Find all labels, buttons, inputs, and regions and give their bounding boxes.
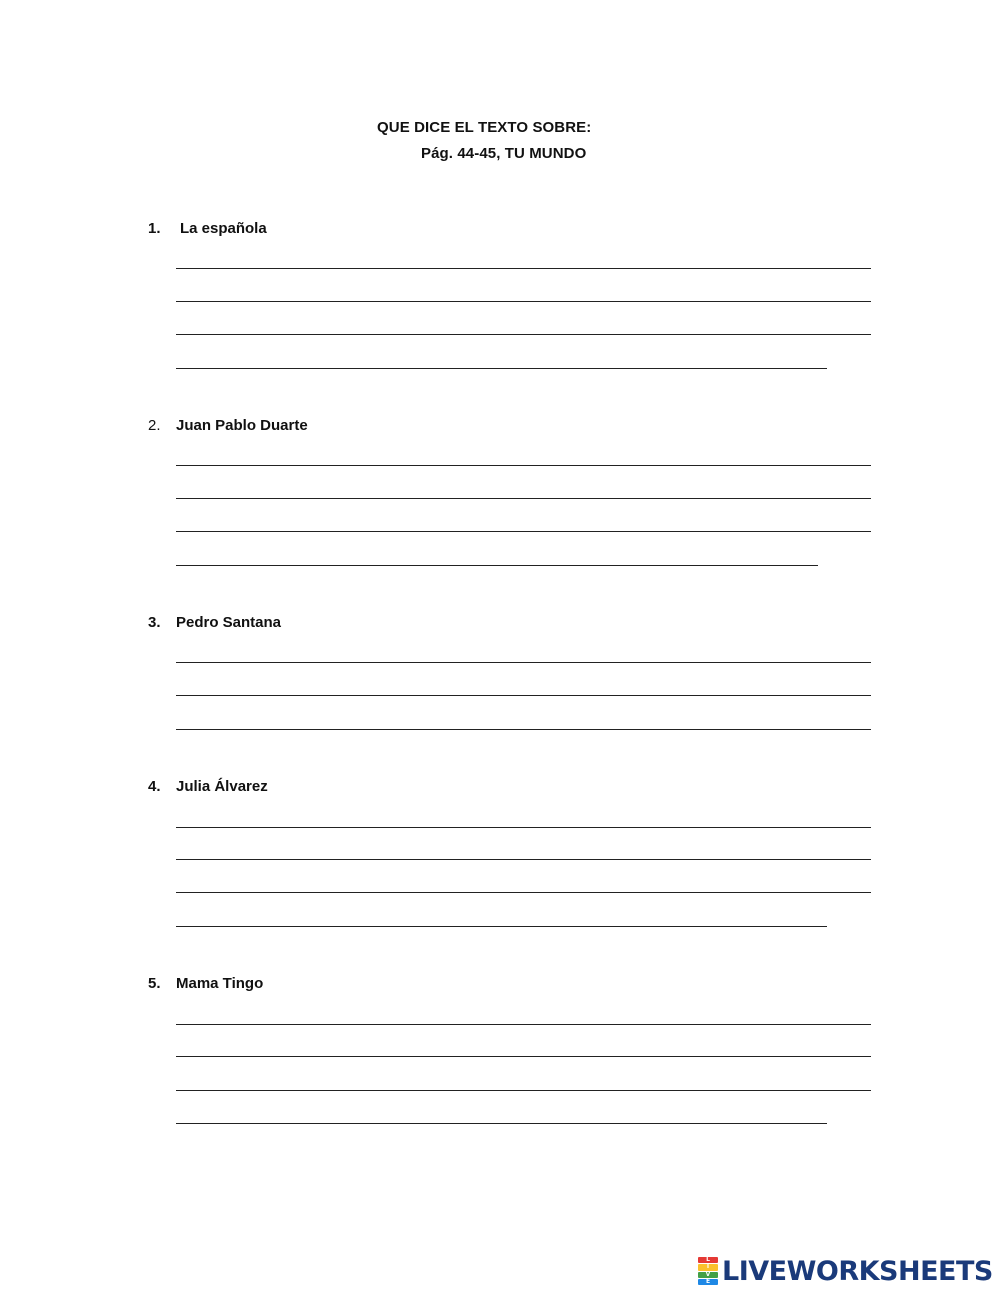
question-number: 2.	[148, 417, 161, 434]
answer-line[interactable]	[176, 531, 871, 532]
answer-line[interactable]	[176, 465, 871, 466]
logo-mark-letter: V	[698, 1272, 718, 1278]
question-heading	[148, 220, 267, 237]
answer-line[interactable]	[176, 892, 871, 893]
answer-line[interactable]	[176, 368, 827, 369]
question-label: Pedro Santana	[176, 614, 282, 631]
question-label: Julia Álvarez	[176, 778, 268, 795]
worksheet-title: QUE DICE EL TEXTO SOBRE:	[377, 119, 592, 136]
answer-line[interactable]	[176, 859, 871, 860]
liveworksheets-logo-icon	[698, 1257, 718, 1285]
question-number: 5.	[148, 975, 161, 992]
answer-line[interactable]	[176, 1090, 871, 1091]
question-heading	[148, 975, 263, 992]
question-label: Juan Pablo Duarte	[176, 417, 308, 434]
answer-line[interactable]	[176, 334, 871, 335]
answer-line[interactable]	[176, 729, 871, 730]
question-label: Mama Tingo	[176, 975, 264, 992]
question-number: 3.	[148, 614, 161, 631]
answer-line[interactable]	[176, 1024, 871, 1025]
question-label: La española	[180, 220, 267, 237]
answer-line[interactable]	[176, 695, 871, 696]
answer-line[interactable]	[176, 662, 871, 663]
answer-line[interactable]	[176, 1056, 871, 1057]
question-number: 4.	[148, 778, 161, 795]
logo-mark-letter: I	[698, 1264, 718, 1270]
answer-line[interactable]	[176, 301, 871, 302]
answer-line[interactable]	[176, 498, 871, 499]
answer-line[interactable]	[176, 827, 871, 828]
question-number: 1.	[148, 220, 161, 237]
answer-line[interactable]	[176, 926, 827, 927]
question-heading	[148, 614, 281, 631]
question-heading	[148, 417, 308, 434]
liveworksheets-logo-text: LIVEWORKSHEETS	[722, 1255, 993, 1287]
worksheet-subtitle: Pág. 44-45, TU MUNDO	[421, 145, 587, 162]
answer-line[interactable]	[176, 1123, 827, 1124]
liveworksheets-logo	[698, 1254, 993, 1288]
question-heading	[148, 778, 268, 795]
answer-line[interactable]	[176, 565, 818, 566]
answer-line[interactable]	[176, 268, 871, 269]
logo-mark-letter: L	[698, 1257, 718, 1263]
logo-mark-letter: E	[698, 1279, 718, 1285]
